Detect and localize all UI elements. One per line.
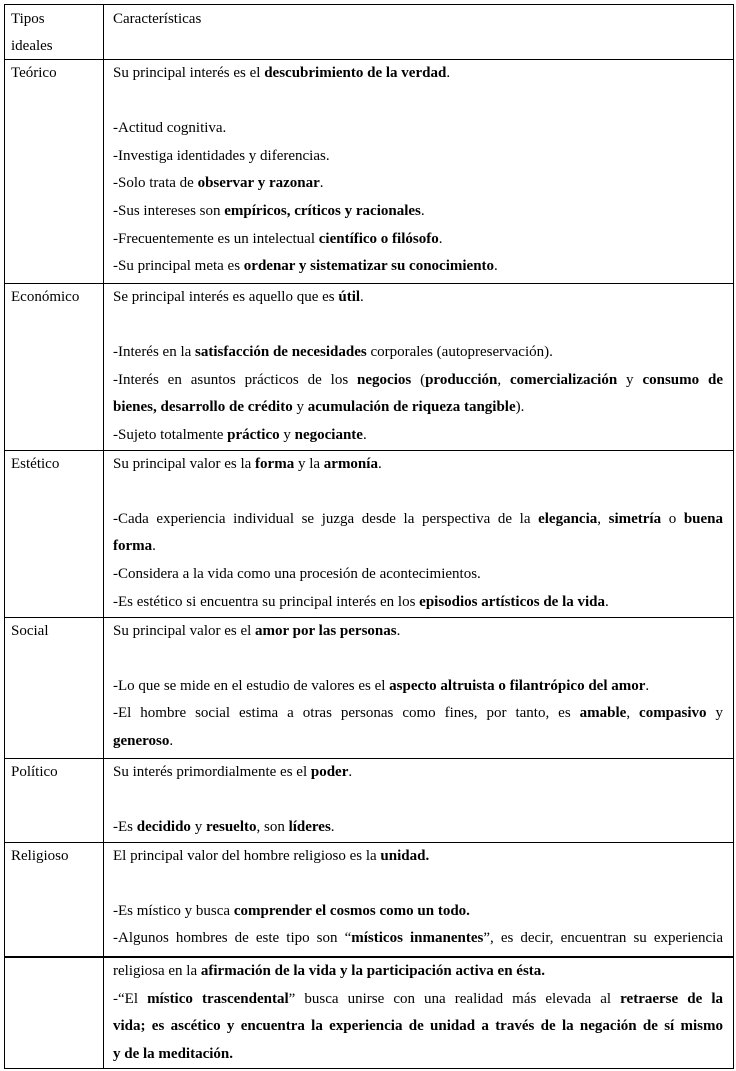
type-label: Religioso xyxy=(11,847,69,864)
text-line xyxy=(113,645,723,673)
text: -Investiga identidades y diferencias. xyxy=(113,147,330,164)
text: . xyxy=(605,593,609,610)
text: . xyxy=(319,175,324,192)
text-line xyxy=(113,198,723,226)
bold-text: poder xyxy=(310,763,349,780)
bold-text: comercialización xyxy=(509,371,618,388)
text: -Su principal meta es xyxy=(113,258,244,275)
type-cell xyxy=(5,758,104,842)
text: -Es xyxy=(113,818,137,835)
text-line xyxy=(113,367,723,395)
text-line xyxy=(113,589,723,617)
text-line xyxy=(113,533,723,561)
text-line xyxy=(113,284,723,312)
bold-text: retraerse de la xyxy=(620,990,723,1007)
bold-text: compasivo xyxy=(639,705,707,722)
values-table-continuation xyxy=(4,957,734,1069)
bold-text: amor por las personas xyxy=(255,622,397,639)
header-col2-label: Características xyxy=(113,11,202,27)
values-table xyxy=(4,4,734,957)
text: . xyxy=(494,258,498,275)
text-line xyxy=(113,1041,723,1069)
bold-text: consumo de xyxy=(642,371,723,388)
bold-text: producción xyxy=(425,371,498,388)
text-line xyxy=(113,422,723,450)
bold-text: místico trascendental xyxy=(147,990,289,1007)
text: , son xyxy=(256,818,289,835)
text-line xyxy=(113,814,723,842)
bold-text: forma xyxy=(113,538,153,555)
row-politico xyxy=(5,758,734,842)
text-line xyxy=(113,60,723,88)
type-label: Teórico xyxy=(11,65,57,81)
characteristics-cell xyxy=(104,758,734,842)
header-tipos-ideales xyxy=(5,5,104,60)
text: -Algunos hombres de este tipo son “ xyxy=(113,930,352,947)
text-line xyxy=(113,898,723,926)
bold-text: místicos inmanentes xyxy=(351,930,484,947)
text: . xyxy=(362,426,367,443)
text: El principal valor del hombre religioso es la xyxy=(113,847,381,864)
row-religioso xyxy=(5,842,734,956)
bold-text: satisfacción de necesidades xyxy=(195,344,367,361)
text: -Es místico y busca xyxy=(113,902,234,919)
text: Su principal valor es la xyxy=(113,455,256,472)
text: y xyxy=(190,818,206,835)
row-religioso-continued xyxy=(5,958,734,1069)
type-label: Social xyxy=(11,622,49,639)
bold-text: amable xyxy=(579,705,627,722)
bold-text: y de la meditación. xyxy=(113,1045,233,1062)
text-line xyxy=(113,394,723,422)
bold-text: líderes xyxy=(288,818,331,835)
text-line xyxy=(113,958,723,986)
text: . xyxy=(169,732,174,749)
text: -Considera a la vida como una procesión de acontecimientos. xyxy=(113,565,481,582)
text-line xyxy=(113,478,723,506)
text: ”, es decir, encuentran su experiencia xyxy=(483,930,723,947)
text-line xyxy=(113,1013,723,1041)
characteristics-cell xyxy=(104,450,734,617)
text-line xyxy=(113,843,723,871)
text: . xyxy=(152,538,156,555)
text-line xyxy=(113,88,723,116)
text: -Es estético si encuentra su principal interés en los xyxy=(113,593,420,610)
text: . xyxy=(438,230,443,247)
text: ” busca unirse con una realidad más elevada al xyxy=(288,990,621,1007)
bold-text: afirmación de la vida y la participación activa en ésta. xyxy=(200,963,546,979)
bold-text: negociante xyxy=(294,426,363,443)
text: o xyxy=(661,510,684,527)
text: . xyxy=(377,455,382,472)
text: -El hombre social estima a otras personas como fines, por tanto, es xyxy=(113,705,580,722)
type-label: Económico xyxy=(11,289,80,305)
type-cell xyxy=(5,60,104,284)
text: -Actitud cognitiva. xyxy=(113,120,227,137)
text: Su interés primordialmente es el xyxy=(113,763,311,780)
text-line xyxy=(113,673,723,701)
type-cell xyxy=(5,284,104,451)
bold-text: encuentra la experiencia de unidad a través de la negación de sí mismo xyxy=(240,1018,723,1035)
text-line xyxy=(113,339,723,367)
text: -Frecuentemente es un intelectual xyxy=(113,230,319,247)
text-line xyxy=(113,226,723,254)
characteristics-cell xyxy=(104,284,734,451)
bold-text: episodios artísticos de la vida xyxy=(419,593,606,610)
row-social xyxy=(5,617,734,758)
text: . xyxy=(330,818,335,835)
text-line xyxy=(113,312,723,340)
type-cell xyxy=(5,450,104,617)
type-cell xyxy=(5,842,104,956)
text-line xyxy=(113,925,723,953)
type-label: Estético xyxy=(11,455,60,472)
bold-text: ordenar y sistematizar su conocimiento xyxy=(243,258,495,275)
text: , xyxy=(597,510,609,527)
text-line xyxy=(113,618,723,646)
row-estetico xyxy=(5,450,734,617)
text-line xyxy=(113,253,723,281)
bold-text: empíricos, críticos y racionales xyxy=(224,202,421,219)
characteristics-cell xyxy=(104,617,734,758)
text: -Sus intereses son xyxy=(113,202,225,219)
text: , xyxy=(497,371,510,388)
text: y la xyxy=(294,455,324,472)
bold-text: descubrimiento de la verdad xyxy=(264,65,447,81)
text: y xyxy=(279,426,295,443)
row-teorico xyxy=(5,60,734,284)
bold-text: unidad. xyxy=(380,847,430,864)
text-line xyxy=(113,170,723,198)
bold-text: elegancia xyxy=(538,510,598,527)
text-line xyxy=(113,506,723,534)
text: -“El xyxy=(113,990,148,1007)
text: Se principal interés es aquello que es xyxy=(113,289,339,305)
row-economico xyxy=(5,284,734,451)
text: . xyxy=(420,202,425,219)
text: Su principal interés es el xyxy=(113,65,265,81)
text-line xyxy=(113,728,723,756)
characteristics-cell xyxy=(104,958,734,1069)
text: -Interés en la xyxy=(113,344,196,361)
text: -Sujeto totalmente xyxy=(113,426,228,443)
text-line xyxy=(113,759,723,787)
text: . xyxy=(446,65,451,81)
bold-text: práctico xyxy=(227,426,280,443)
text-line xyxy=(113,115,723,143)
text: . xyxy=(645,677,650,694)
text: -Cada experiencia individual se juzga desde la perspectiva de la xyxy=(113,510,539,527)
header-col1-line: ideales xyxy=(11,38,53,54)
text: -Solo trata de xyxy=(113,175,198,192)
text: religiosa en la xyxy=(113,963,201,979)
type-cell-empty xyxy=(5,958,104,1069)
text: . xyxy=(348,763,353,780)
text: y xyxy=(617,371,643,388)
text: . xyxy=(360,289,364,305)
bold-text: negocios xyxy=(357,371,412,388)
text: -Lo que se mide en el estudio de valores es el xyxy=(113,677,390,694)
text-line xyxy=(113,986,723,1014)
text: -Interés en asuntos prácticos de los xyxy=(113,371,358,388)
header-caracteristicas xyxy=(104,5,734,60)
bold-text: acumulación de riqueza tangible xyxy=(307,399,516,416)
text: y xyxy=(706,705,723,722)
bold-text: comprender el cosmos como un todo. xyxy=(233,902,470,919)
text: y xyxy=(292,399,308,416)
bold-text: resuelto xyxy=(205,818,257,835)
bold-text: decidido xyxy=(136,818,191,835)
bold-text: armonía xyxy=(323,455,378,472)
header-row xyxy=(5,5,734,60)
characteristics-cell xyxy=(104,842,734,956)
bold-text: científico o filósofo xyxy=(318,230,439,247)
header-col1-line: Tipos xyxy=(11,11,45,27)
bold-text: útil xyxy=(338,289,361,305)
text: ). xyxy=(515,399,525,416)
text-line xyxy=(113,561,723,589)
text: , xyxy=(626,705,640,722)
text-line xyxy=(113,700,723,728)
type-cell xyxy=(5,617,104,758)
bold-text: simetría xyxy=(608,510,662,527)
text-line xyxy=(113,870,723,898)
bold-text: observar y razonar xyxy=(197,175,320,192)
type-label: Político xyxy=(11,763,58,780)
bold-text: aspecto altruista o filantrópico del amor xyxy=(389,677,646,694)
text: corporales (autopreservación). xyxy=(366,344,553,361)
text-line xyxy=(113,786,723,814)
bold-text: generoso xyxy=(113,732,170,749)
text: Su principal valor es el xyxy=(113,622,256,639)
text-line xyxy=(113,451,723,479)
bold-text: buena xyxy=(683,510,723,527)
bold-text: forma xyxy=(255,455,295,472)
bold-text: bienes, desarrollo de crédito xyxy=(113,399,293,416)
characteristics-cell xyxy=(104,60,734,284)
bold-text: vida; es ascético y xyxy=(113,1018,241,1035)
text: . xyxy=(396,622,401,639)
text-line xyxy=(113,143,723,171)
text: ( xyxy=(411,371,426,388)
